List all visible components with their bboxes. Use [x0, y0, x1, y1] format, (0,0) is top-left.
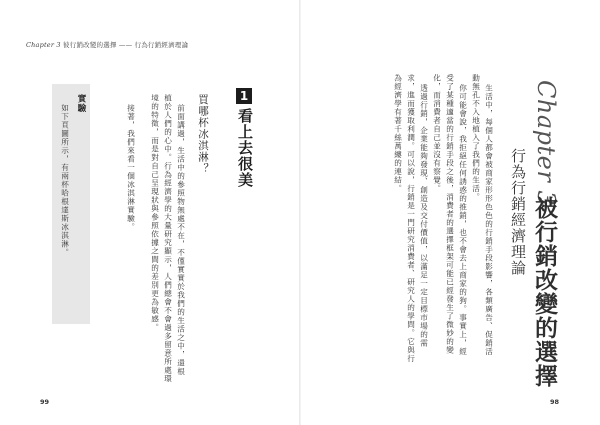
running-head-chapter: Chapter 3	[26, 41, 61, 49]
body-column: 生活中，每個人都會被商家形形色色的行銷手段影響，各類廣告、促銷活	[484, 84, 494, 356]
section-title: 看上去很美	[236, 108, 254, 188]
page-number-left: 99	[40, 398, 50, 406]
body-column: 前面講過，生活中的參照物無處不在，不僅實實於我們的生活之中，還根	[176, 104, 186, 376]
body-column: 植於人們的心中。行為經濟學的大量研究顯示，人們總會不會過多留意所處環	[163, 94, 173, 383]
experiment-title: 實驗	[76, 94, 86, 113]
subheading: 買哪杯冰淇淋？	[197, 94, 209, 175]
experiment-text: 如下頁圖所示，有兩杯哈根達斯冰淇淋。	[60, 104, 70, 257]
body-column: 動無孔不入地植入了我們的生活。	[471, 74, 481, 202]
body-column: 受了某種適當的行銷手段之後，消費者的選擇框架可能已經發生了微妙的變	[445, 74, 455, 355]
chapter-title: 被行銷改變的選擇	[531, 196, 557, 388]
page-gutter	[299, 0, 301, 425]
experiment-box	[52, 84, 90, 324]
body-column: 求，進而獲取利潤。可以說，行銷是一門研究消費者、研究人的學問。它與行	[406, 74, 416, 363]
section-number-badge: 1	[236, 88, 252, 104]
body-column: 透過行銷，企業能夠發現、創造及交付價值，以滿足一定目標市場的需	[419, 84, 429, 348]
chapter-label: Chapter 3	[532, 80, 560, 207]
body-column: 你可能會說，我拒絕任何誘惑的推銷，也不會去上商家的狗。事實上，經	[458, 84, 468, 356]
body-column: 為經濟學有著千絲萬縷的連結。	[393, 74, 403, 193]
running-head	[26, 40, 188, 49]
running-head-title: 彼行銷改變的選擇 —— 行為行銷經濟理論	[63, 41, 189, 49]
chapter-subtitle: 行為行銷經濟理論	[509, 148, 527, 276]
page-number-right: 98	[550, 398, 560, 406]
body-column: 化，而消費者自己並沒有察覺。	[432, 74, 442, 193]
body-column: 境的特徵，而是對自己呈現狀與參照依據之間的差別更為敏感。	[150, 94, 160, 332]
body-column: 接著，我們來看一個冰淇淋實驗。	[126, 104, 136, 232]
